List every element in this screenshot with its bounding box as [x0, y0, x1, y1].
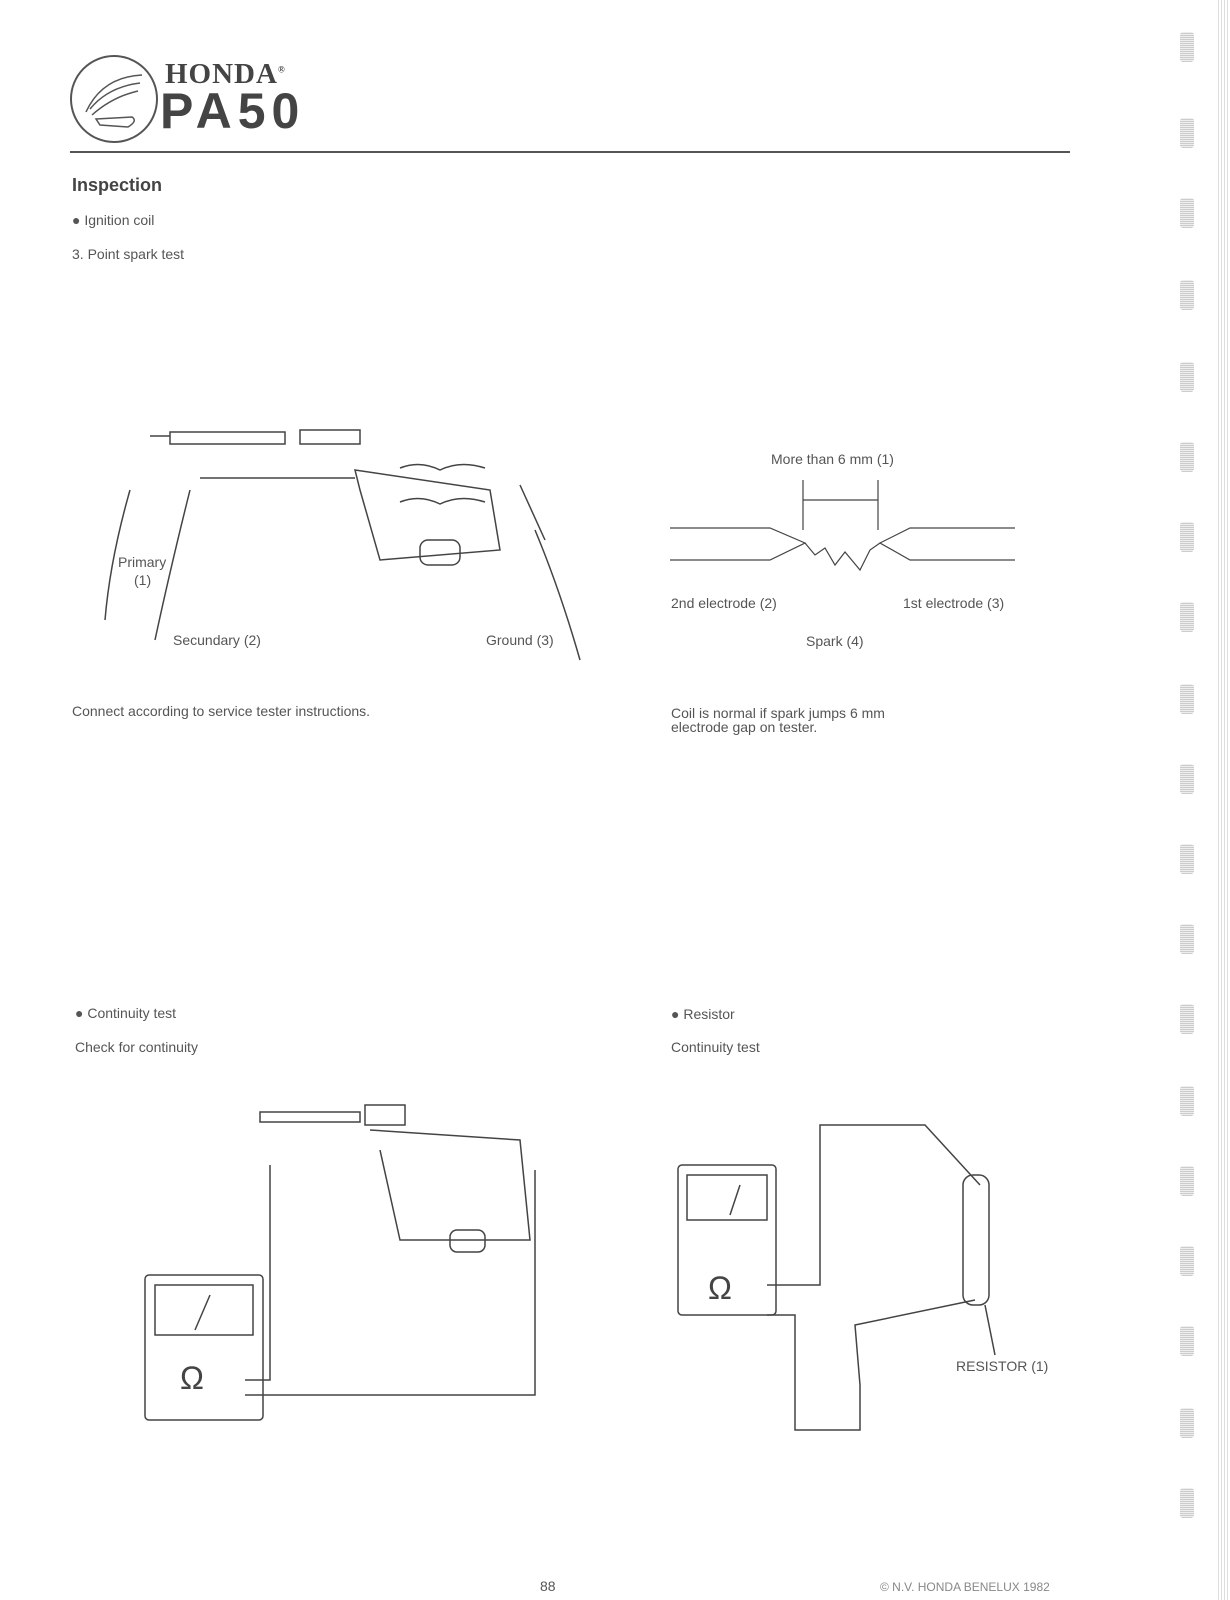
- ignition-coil-bullet: ● Ignition coil: [72, 212, 155, 228]
- first-electrode-label: 1st electrode (3): [903, 595, 1005, 611]
- honda-wing-logo: [70, 55, 158, 143]
- resistor-text: Continuity test: [671, 1039, 760, 1055]
- binder-tab: [1180, 844, 1194, 874]
- primary-label: Primary: [118, 554, 167, 570]
- page-edge: [1218, 0, 1230, 1600]
- electrode-gap-diagram: [670, 470, 1030, 580]
- binder-tab: [1180, 118, 1194, 148]
- ohm-symbol: Ω: [180, 1360, 204, 1396]
- resistor-label: RESISTOR (1): [956, 1358, 1049, 1374]
- resistor-bullet: ● Resistor: [671, 1006, 735, 1022]
- binder-tab: [1180, 764, 1194, 794]
- binder-tab: [1180, 32, 1194, 62]
- brand-name: HONDA®: [165, 58, 286, 90]
- binder-tab: [1180, 1408, 1194, 1438]
- continuity-text: Check for continuity: [75, 1039, 198, 1055]
- header-rule: [70, 151, 1070, 153]
- spark-test-diagram: [90, 410, 590, 670]
- primary-number: (1): [134, 572, 152, 588]
- model-name: PA50: [160, 83, 306, 139]
- copyright: © N.V. HONDA BENELUX 1982: [880, 1580, 1050, 1594]
- page-number: 88: [540, 1578, 556, 1594]
- ohm-symbol-resistor: Ω: [708, 1270, 732, 1306]
- binder-tab: [1180, 442, 1194, 472]
- fig2-caption-line2: electrode gap on tester.: [671, 719, 818, 735]
- binder-tab: [1180, 280, 1194, 310]
- binder-tab: [1180, 198, 1194, 228]
- binder-tab: [1180, 362, 1194, 392]
- binder-tab: [1180, 1086, 1194, 1116]
- second-electrode-label: 2nd electrode (2): [671, 595, 777, 611]
- fig2-caption-line1: Coil is normal if spark jumps 6 mm: [671, 705, 885, 721]
- gap-label: More than 6 mm (1): [771, 451, 894, 467]
- section-title: Inspection: [72, 175, 163, 195]
- binder-tab: [1180, 1246, 1194, 1276]
- wing-icon: [72, 57, 156, 141]
- binder-tab: [1180, 924, 1194, 954]
- binder-tab: [1180, 1488, 1194, 1518]
- binder-tab: [1180, 1166, 1194, 1196]
- ground-label: Ground (3): [486, 632, 554, 648]
- binder-tab: [1180, 602, 1194, 632]
- binder-tab: [1180, 684, 1194, 714]
- secondary-label: Secundary (2): [173, 632, 261, 648]
- spark-label: Spark (4): [806, 633, 864, 649]
- point-spark-step: 3. Point spark test: [72, 246, 185, 262]
- fig1-caption: Connect according to service tester instructions.: [72, 703, 371, 719]
- binder-tab: [1180, 1326, 1194, 1356]
- continuity-test-bullet: ● Continuity test: [75, 1005, 177, 1021]
- binder-tab: [1180, 522, 1194, 552]
- binder-tab: [1180, 1004, 1194, 1034]
